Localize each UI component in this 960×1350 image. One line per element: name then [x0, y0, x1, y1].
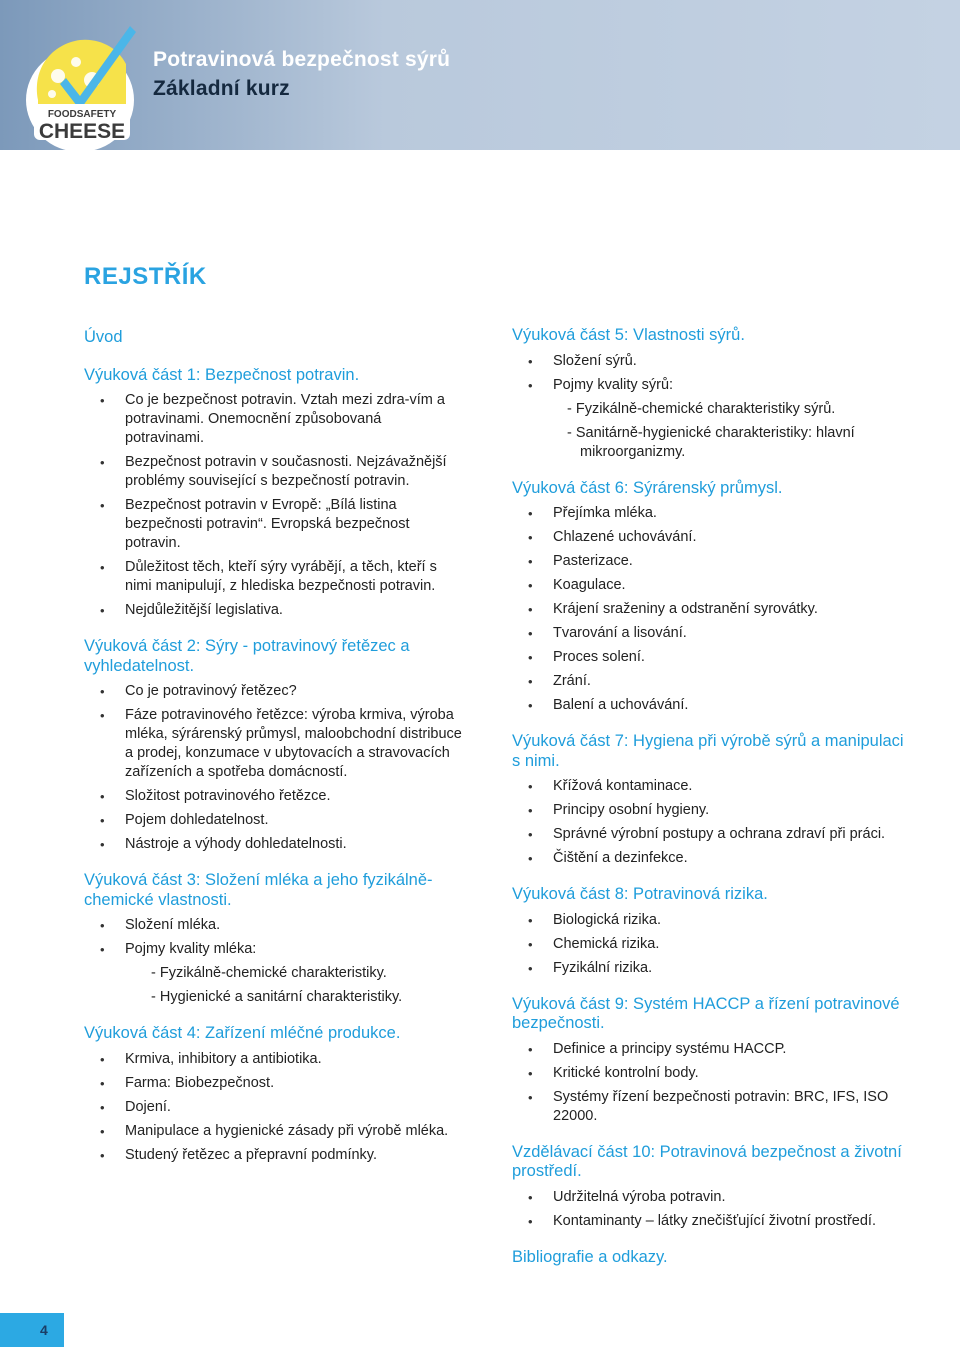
sub-list-item: - Fyzikálně-chemické charakteristiky sýrů. [567, 400, 836, 417]
toc-section [84, 871, 464, 1007]
list-item: • Co je potravinový řetězec? [84, 682, 464, 701]
section-title: Výuková část 8: Potravinová rizika. [512, 885, 768, 903]
list-item: • Systémy řízení bezpečnosti potravin: BRC, IFS, ISO 22000. [512, 1088, 912, 1126]
course-title: Potravinová bezpečnost sýrů [153, 48, 451, 71]
list-item: • Chemická rizika. [512, 935, 912, 954]
svg-text:FOODSAFETY: FOODSAFETY [47, 109, 117, 120]
section-title: Výuková část 7: Hygiena při výrobě sýrů a manipulaci s nimi. [512, 732, 904, 770]
list-item: • Zrání. [512, 672, 912, 691]
list-item: • Principy osobní hygieny. [512, 801, 912, 820]
list-item: • Udržitelná výroba potravin. [512, 1188, 912, 1207]
list-item: • Koagulace. [512, 576, 912, 595]
section-item-list [84, 916, 464, 1007]
section-item-list [84, 1050, 464, 1165]
section-title: Výuková část 9: Systém HACCP a řízení potravinové bezpečnosti. [512, 994, 900, 1032]
course-subtitle: Základní kurz [153, 77, 290, 100]
list-item: • Složení sýrů. [512, 352, 912, 371]
list-item: • Co je bezpečnost potravin. Vztah mezi zdra-vím a potravinami. Onemocnění způsobovaná potravinami. [84, 391, 464, 448]
list-item: • Dojení. [84, 1098, 464, 1117]
list-item: • Krmiva, inhibitory a antibiotika. [84, 1050, 464, 1069]
list-item: • Fáze potravinového řetězce: výroba krmiva, výroba mléka, sýrárenský průmysl, maloobchodní distribuce a prodej, konzumace v ubytovacích a stravovacích zařízeních a spotřeba domácností. [84, 706, 464, 782]
list-item: • Čištění a dezinfekce. [512, 849, 912, 868]
list-item: • Kontaminanty – látky znečišťující životní prostředí. [512, 1212, 912, 1231]
list-item: • Nástroje a výhody dohledatelnosti. [84, 835, 464, 854]
list-item: • Tvarování a lisování. [512, 624, 912, 643]
list-item: • Balení a uchovávání. [512, 696, 912, 715]
list-item: • Chlazené uchovávání. [512, 528, 912, 547]
section-title: Výuková část 4: Zařízení mléčné produkce. [84, 1024, 401, 1042]
list-item: • Křížová kontaminace. [512, 777, 912, 796]
toc-section [512, 995, 912, 1126]
section-item-list [84, 391, 464, 620]
list-item: • Manipulace a hygienické zásady při výrobě mléka. [84, 1122, 464, 1141]
list-item: • Složitost potravinového řetězce. [84, 787, 464, 806]
section-title: Výuková část 1: Bezpečnost potravin. [84, 365, 360, 384]
list-item: • Krájení sraženiny a odstranění syrovátky. [512, 600, 912, 619]
list-item: • Bezpečnost potravin v současnosti. Nejzávažnější problémy související s bezpečností potravin. [84, 453, 464, 491]
list-item: • Farma: Biobezpečnost. [84, 1074, 464, 1093]
list-item: • Nejdůležitější legislativa. [84, 601, 464, 620]
list-item: • Pasterizace. [512, 552, 912, 571]
page-header [0, 0, 960, 150]
section-title: Vzdělávací část 10: Potravinová bezpečnost a životní prostředí. [512, 1142, 902, 1180]
list-item: • Fyzikální rizika. [512, 959, 912, 978]
list-item: • Pojmy kvality sýrů: [512, 376, 912, 395]
list-item: • Složení mléka. [84, 916, 464, 935]
svg-text:CHEESE: CHEESE [38, 120, 126, 143]
cheese-check-logo-icon [22, 18, 142, 153]
list-item: • Bezpečnost potravin v Evropě: „Bílá listina bezpečnosti potravin“. Evropská bezpečnost potravin. [84, 496, 464, 553]
toc-section [84, 366, 464, 621]
left-column [84, 328, 464, 1182]
sub-list-item: - Hygienické a sanitární charakteristiky. [151, 989, 403, 1005]
list-item: • Proces solení. [512, 648, 912, 667]
toc-section [512, 732, 912, 868]
list-item: • Pojem dohledatelnost. [84, 811, 464, 830]
section-item-list [512, 1188, 912, 1231]
toc-section [84, 637, 464, 854]
section-item-list [512, 1040, 912, 1126]
intro-link: Úvod [84, 328, 123, 346]
toc-section [512, 885, 912, 978]
section-title: Výuková část 2: Sýry - potravinový řetězec a vyhledatelnost. [84, 637, 410, 675]
section-title: Výuková část 3: Složení mléka a jeho fyzikálně-chemické vlastnosti. [84, 871, 433, 909]
page-title: REJSTŘÍK [84, 263, 207, 290]
foodsafety-cheese-logo [22, 18, 142, 153]
page-number: 4 [40, 1322, 48, 1338]
toc-section [512, 1143, 912, 1231]
section-item-list [512, 777, 912, 868]
toc-section [512, 326, 912, 462]
list-item: • Důležitost těch, kteří sýry vyrábějí, a těch, kteří s nimi manipulují, z hlediska bezpečnosti potravin. [84, 558, 464, 596]
list-item: • Přejímka mléka. [512, 504, 912, 523]
right-column [512, 326, 912, 1267]
list-item: • Kritické kontrolní body. [512, 1064, 912, 1083]
list-item: • Definice a principy systému HACCP. [512, 1040, 912, 1059]
sub-list-item: - Sanitárně-hygienické charakteristiky: hlavní mikroorganizmy. [567, 424, 855, 460]
page-number-box [0, 1313, 64, 1347]
section-item-list [512, 352, 912, 462]
section-title: Výuková část 6: Sýrárenský průmysl. [512, 478, 783, 497]
section-item-list [512, 911, 912, 978]
bibliography-link: Bibliografie a odkazy. [512, 1247, 668, 1266]
section-item-list [84, 682, 464, 854]
list-item: • Biologická rizika. [512, 911, 912, 930]
toc-section [84, 1024, 464, 1165]
list-item: • Studený řetězec a přepravní podmínky. [84, 1146, 464, 1165]
sub-list-item: - Fyzikálně-chemické charakteristiky. [151, 965, 387, 981]
toc-section [512, 479, 912, 716]
list-item: • Správné výrobní postupy a ochrana zdraví při práci. [512, 825, 912, 844]
list-item: • Pojmy kvality mléka: [84, 940, 464, 959]
section-title: Výuková část 5: Vlastnosti sýrů. [512, 326, 745, 344]
section-item-list [512, 504, 912, 715]
